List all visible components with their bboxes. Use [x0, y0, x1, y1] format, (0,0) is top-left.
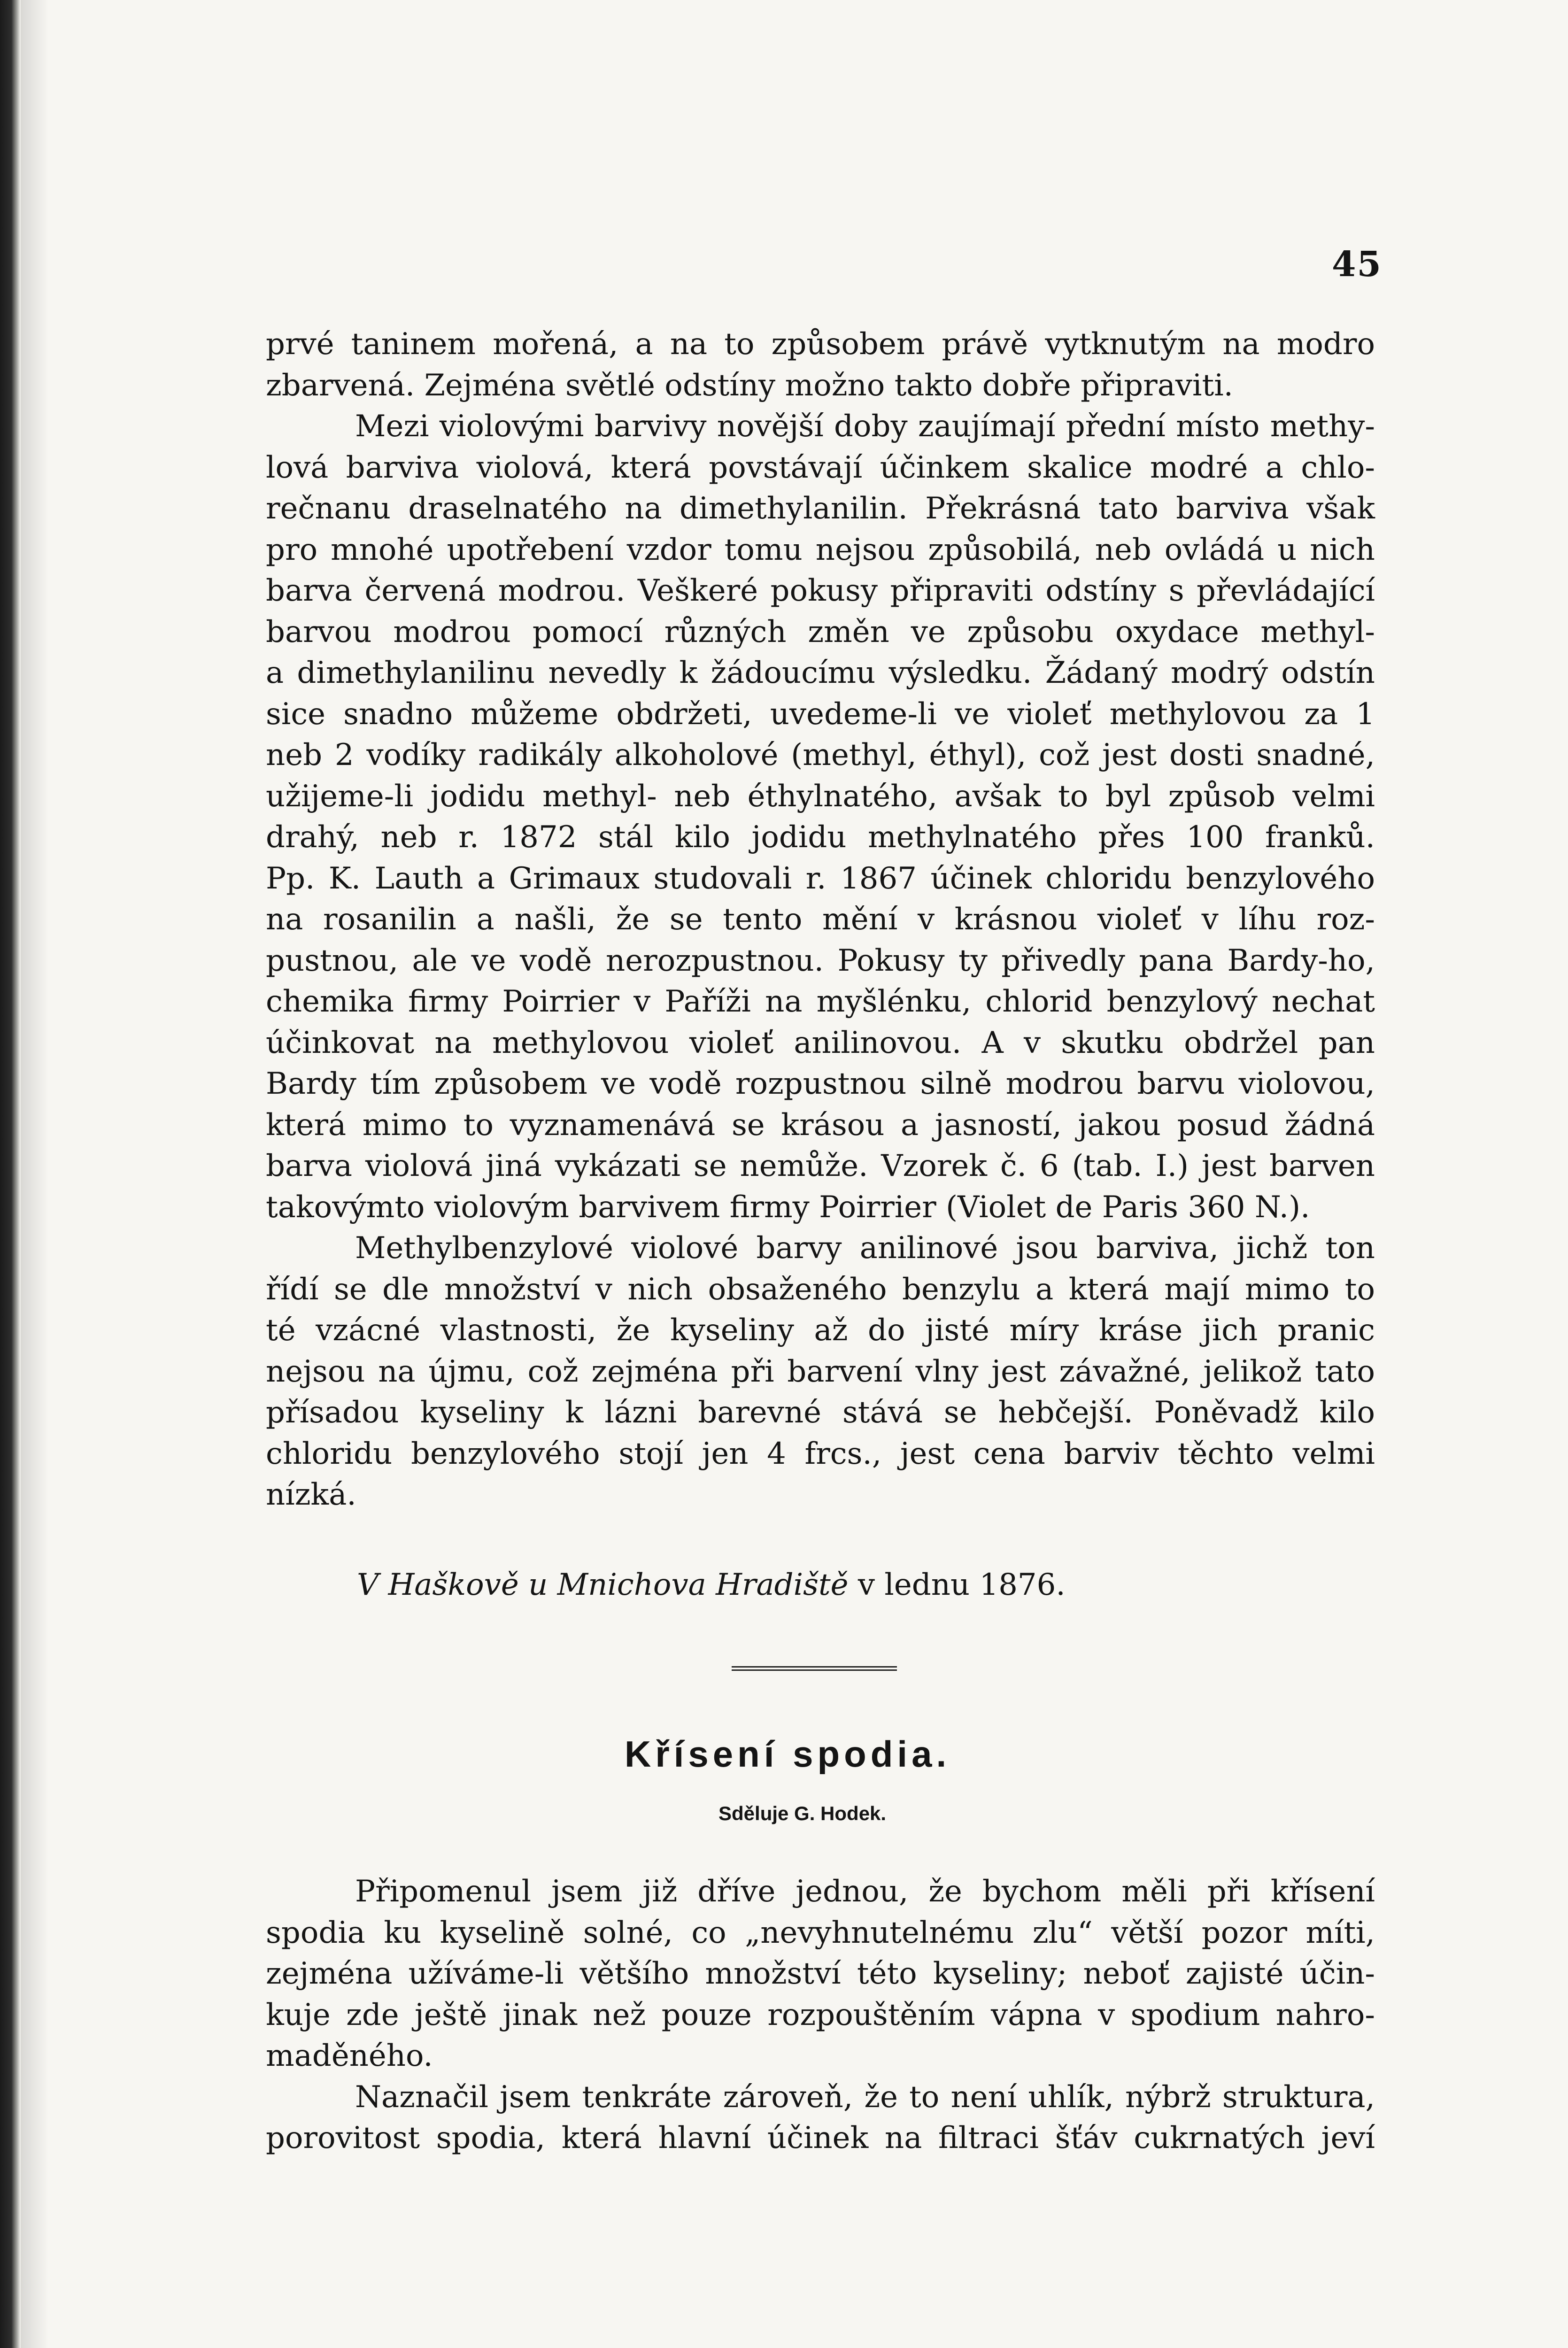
text-line: chemika firmy Poirrier v Paříži na myšlénku, chlorid benzylový nechat [266, 984, 1375, 1019]
text-line: která mimo to vyznamenává se krásou a jasností, jakou posud žádná [266, 1107, 1375, 1143]
text-line: zejména užíváme-li většího množství této kyseliny; neboť zajisté účin- [266, 1956, 1375, 1991]
text-line: a dimethylanilinu nevedly k žádoucímu výsledku. Žádaný modrý odstín [266, 656, 1375, 690]
text-line: Pp. K. Lauth a Grimaux studovali r. 1867 účinek chloridu benzylového [266, 861, 1375, 896]
text-line: barva červená modrou. Veškeré pokusy připraviti odstíny s převládající [266, 573, 1375, 608]
article-body-text [266, 324, 1375, 1516]
text-line: Připomenul jsem již dříve jednou, že bychom měli při křísení [355, 1874, 1375, 1909]
text-line: barva violová jiná vykázati se nemůže. Vzorek č. 6 (tab. I.) jest barven [266, 1149, 1375, 1183]
text-line: takovýmto violovým barvivem firmy Poirrier (Violet de Paris 360 N.). [266, 1189, 1310, 1225]
text-line: účinkovat na methylovou violeť anilinovou. A v skutku obdržel pan [266, 1025, 1375, 1060]
text-line: pustnou, ale ve vodě nerozpustnou. Pokusy ty přivedly pana Bardy-ho, [266, 943, 1375, 978]
text-line: kuje zde ještě jinak než pouze rozpouštěním vápna v spodium nahro- [266, 1997, 1375, 2032]
text-line: prvé taninem mořená, a na to způsobem právě vytknutým na modro [266, 327, 1375, 362]
text-line: spodia ku kyselině solné, co „nevyhnutelnému zlu“ větší pozor míti, [266, 1915, 1375, 1950]
page-number: 45 [1332, 244, 1382, 285]
gutter-shadow [21, 0, 49, 2348]
text-line: Mezi violovými barvivy novější doby zaujímají přední místo methy- [355, 409, 1375, 444]
text-line: maděného. [266, 2039, 433, 2073]
text-line: zbarvená. Zejména světlé odstíny možno takto dobře připraviti. [266, 368, 1233, 403]
text-line: nejsou na újmu, což zejména při barvení vlny jest závažné, jelikož tato [266, 1354, 1375, 1389]
text-line: té vzácné vlastnosti, že kyseliny až do jisté míry kráse jich pranic [266, 1313, 1375, 1348]
text-line: Methylbenzylové violové barvy anilinové jsou barviva, jichž ton [355, 1231, 1375, 1266]
text-line: pro mnohé upotřebení vzdor tomu nejsou způsobilá, neb ovládá u nich [266, 532, 1375, 567]
dateline-place: V Haškově u Mnichova Hradiště [357, 1568, 849, 1602]
text-line: neb 2 vodíky radikály alkoholové (methyl, éthyl), což jest dosti snadné, [266, 738, 1375, 772]
dateline [357, 1568, 1066, 1602]
text-line: přísadou kyseliny k lázni barevné stává se hebčejší. Poněvadž kilo [266, 1395, 1375, 1430]
text-line: rečnanu draselnatého na dimethylanilin. Překrásná tato barviva však [266, 491, 1375, 526]
text-line: lová barviva violová, která povstávají účinkem skalice modré a chlo- [266, 450, 1375, 485]
text-line: chloridu benzylového stojí jen 4 frcs., jest cena barviv těchto velmi [266, 1436, 1375, 1471]
text-line: na rosanilin a našli, že se tento mění v krásnou violeť v líhu roz- [266, 902, 1375, 937]
dateline-date: v lednu 1876. [848, 1568, 1066, 1602]
book-binding-edge [0, 0, 21, 2348]
text-line: barvou modrou pomocí různých změn ve způsobu oxydace methyl- [266, 614, 1375, 649]
article-body-text [266, 1871, 1375, 2159]
text-line: porovitost spodia, která hlavní účinek na filtraci šťáv cukrnatých jeví [266, 2121, 1375, 2155]
author-byline: Sděluje G. Hodek. [718, 1802, 887, 1824]
text-line: drahý, neb r. 1872 stál kilo jodidu methylnatého přes 100 franků. [266, 820, 1375, 855]
text-line: Bardy tím způsobem ve vodě rozpustnou silně modrou barvu violovou, [266, 1066, 1375, 1101]
text-line: nízká. [266, 1477, 356, 1512]
text-line: Naznačil jsem tenkráte zároveň, že to není uhlík, nýbrž struktura, [355, 2079, 1375, 2115]
text-line: řídí se dle množství v nich obsaženého benzylu a která mají mimo to [266, 1272, 1375, 1307]
section-title: Křísení spodia. [625, 1733, 951, 1775]
text-line: sice snadno můžeme obdržeti, uvedeme-li ve violeť methylovou za 1 [266, 696, 1375, 732]
section-divider [732, 1666, 897, 1671]
text-line: užijeme-li jodidu methyl- neb éthylnatého, avšak to byl způsob velmi [266, 779, 1375, 814]
